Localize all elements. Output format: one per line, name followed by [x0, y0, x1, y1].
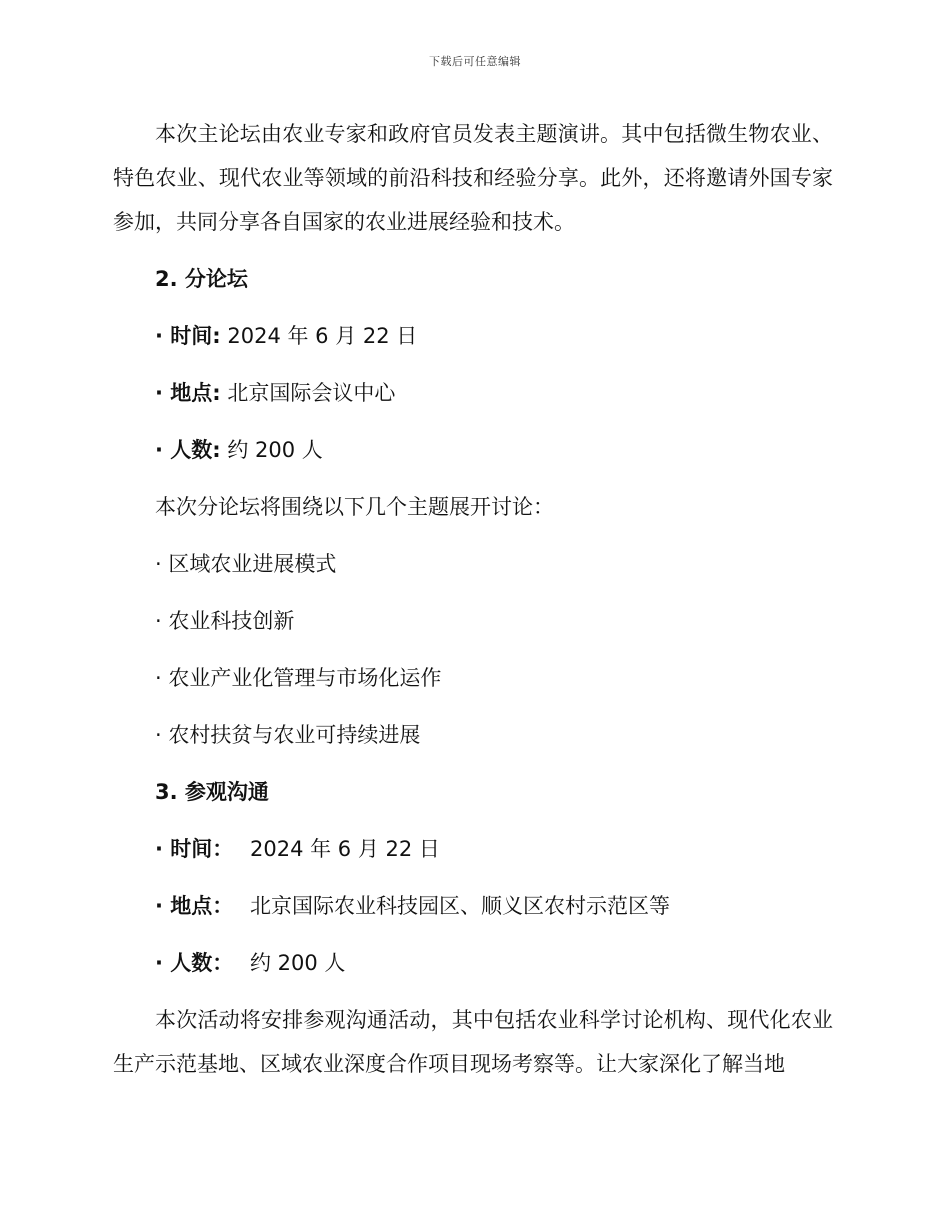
- place-label: · 地点:: [155, 381, 221, 405]
- closing-paragraph: 本次活动将安排参观沟通活动，其中包括农业科学讨论机构、现代化农业生产示范基地、区域农业深度合作项目现场考察等。让大家深化了解当地: [113, 1008, 833, 1076]
- place-value: 北京国际会议中心: [227, 381, 396, 405]
- header-note: 下载后可任意编辑: [429, 55, 521, 68]
- place-label: · 地点：: [155, 894, 234, 918]
- intro-paragraph: 本次主论坛由农业专家和政府官员发表主题演讲。其中包括微生物农业、特色农业、现代农业等领域的前沿科技和经验分享。此外，还将邀请外国专家参加，共同分享各自国家的农业进展经验和技术。: [113, 122, 833, 234]
- topic-item: · 区域农业进展模式: [155, 552, 337, 576]
- topic-item: · 农村扶贫与农业可持续进展: [155, 723, 421, 747]
- time-label: · 时间:: [155, 324, 221, 348]
- count-label: · 人数：: [155, 951, 234, 975]
- topic-item: · 农业科技创新: [155, 609, 295, 633]
- place-value: 北京国际农业科技园区、顺义区农村示范区等: [249, 894, 670, 918]
- section-3-place: [113, 884, 833, 941]
- count-value: 约 200 人: [249, 951, 346, 975]
- section-3-heading: 3. 参观沟通: [155, 780, 269, 804]
- section-3-count: [113, 941, 833, 998]
- section-2-count: [113, 428, 833, 485]
- time-label: · 时间：: [155, 837, 234, 861]
- section-2-heading: 2. 分论坛: [155, 267, 248, 291]
- count-value: 约 200 人: [227, 438, 323, 462]
- section-3-time: [113, 827, 833, 884]
- time-value: 2024 年 6 月 22 日: [227, 324, 418, 348]
- section-2-place: [113, 371, 833, 428]
- time-value: 2024 年 6 月 22 日: [249, 837, 440, 861]
- count-label: · 人数:: [155, 438, 221, 462]
- section-2-time: [113, 314, 833, 371]
- topic-item: · 农业产业化管理与市场化运作: [155, 666, 442, 690]
- document-body: [113, 112, 833, 1099]
- topics-intro: 本次分论坛将围绕以下几个主题展开讨论：: [155, 495, 554, 519]
